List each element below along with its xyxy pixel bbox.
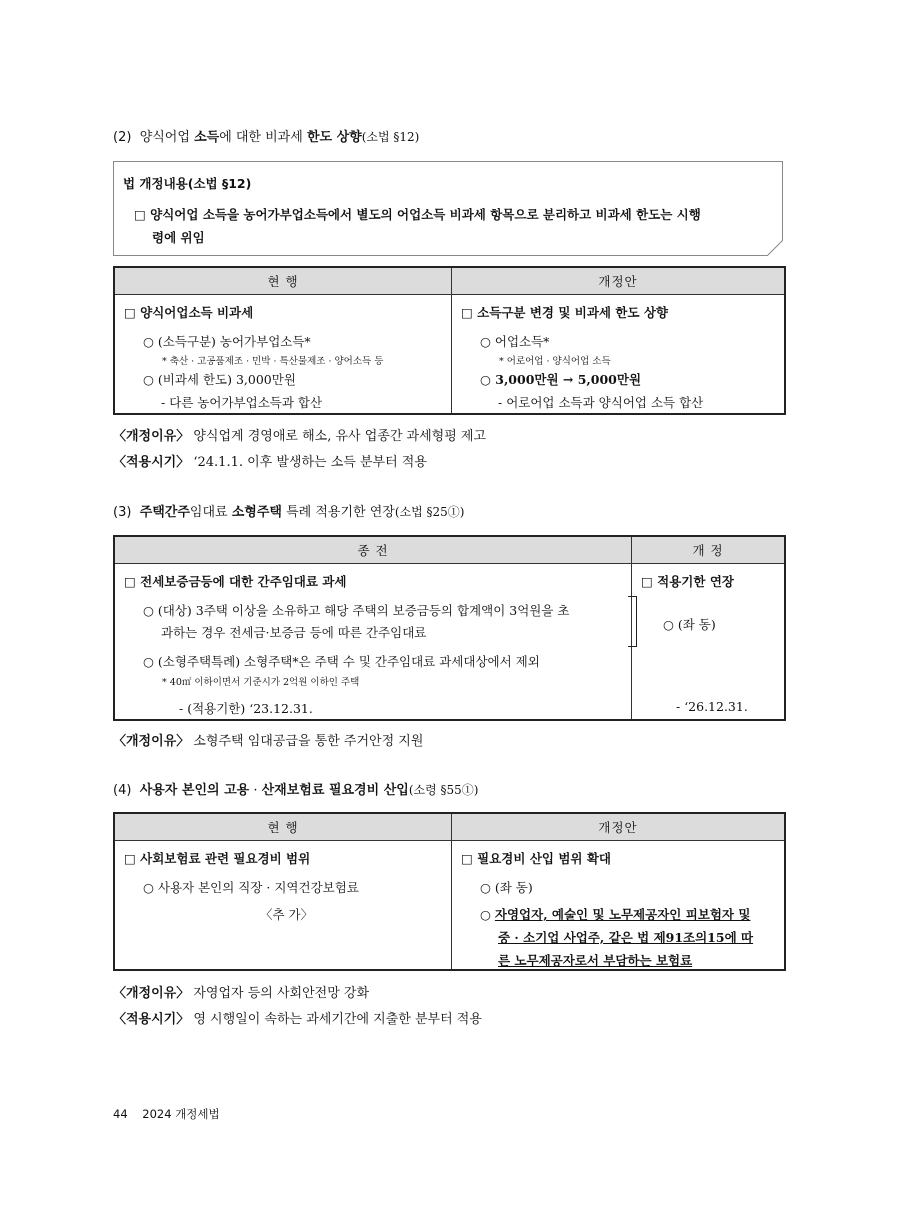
reason-label: 〈개정이유〉	[113, 734, 190, 749]
footnote: * 어로어업 · 양식어업 소득	[499, 356, 611, 367]
footnote: * 축산 · 고공품제조 · 민박 · 특산물제조 · 양어소득 등	[162, 356, 384, 367]
item-line	[480, 905, 750, 923]
law-reference: (소법 §12)	[361, 130, 420, 144]
reason-label: 〈개정이유〉	[113, 429, 190, 444]
heading-text: ·	[249, 783, 262, 798]
added-text: 자영업자, 예술인 및 노무제공자인 피보험자 및	[494, 907, 751, 922]
section-number: (3)	[113, 505, 132, 520]
heading-emph: 산재보험료 필요경비 산입	[261, 783, 409, 798]
item-line: - 어로어업 소득과 양식어업 소득 합산	[498, 395, 704, 410]
heading-emph: 소득	[194, 130, 220, 145]
apply-text: ‘24.1.1. 이후 발생하는 소득 분부터 적용	[189, 455, 427, 470]
bracket	[628, 596, 637, 647]
column-header-previous: 종 전	[114, 536, 632, 564]
revised-cell	[452, 841, 786, 971]
footnote: * 40㎡ 이하이면서 기준시가 2억원 이하인 주택	[162, 677, 360, 688]
heading-text: 임대료	[189, 505, 232, 520]
item-line: - 다른 농어가부업소득과 합산	[161, 395, 323, 410]
revised-cell	[452, 295, 786, 415]
revised-cell	[632, 564, 786, 721]
effective-date	[113, 1008, 482, 1027]
heading-emph: 고용	[224, 783, 250, 798]
box-line: 령에 위임	[152, 230, 205, 245]
item-line: 과하는 경우 전세금·보증금 등에 따른 간주임대료	[161, 625, 427, 640]
page-footer	[113, 1106, 220, 1122]
box-line: □ 양식어업 소득을 농어가부업소득에서 별도의 어업소득 비과세 항목으로 분리하고 비과세 한도는 시행	[134, 207, 701, 222]
item-line: ○ (대상) 3주택 이상을 소유하고 해당 주택의 보증금등의 합계액이 3억원을 초	[143, 603, 570, 618]
item-line: ○ (비과세 한도) 3,000만원	[143, 372, 296, 387]
previous-cell	[114, 564, 632, 721]
page-fold-icon	[767, 240, 783, 256]
effective-date	[113, 451, 427, 470]
item-line: ○ (좌 동)	[480, 880, 533, 895]
column-header-current: 현 행	[114, 267, 452, 295]
item-line: ○ (좌 동)	[663, 617, 716, 632]
document-title: 2024 개정세법	[142, 1107, 220, 1121]
item-line: ○ 3,000만원 → 5,000만원	[480, 372, 642, 387]
apply-label: 〈적용시기〉	[113, 1012, 190, 1027]
column-header-revised: 개정안	[452, 267, 786, 295]
added-text: 중 · 소기업 사업주, 같은 법 제91조의15에 따	[498, 930, 754, 945]
item-heading: □ 양식어업소득 비과세	[124, 305, 254, 320]
section-number: (4)	[113, 783, 132, 798]
item-line: ○ (소형주택특례) 소형주택*은 주택 수 및 간주임대료 과세대상에서 제외	[143, 654, 540, 669]
box-title: 법 개정내용(소법 §12)	[123, 176, 252, 191]
revision-reason	[113, 730, 423, 749]
bullet: ○	[480, 907, 495, 922]
added-text: 른 노무제공자로서 부담하는 보험료	[498, 953, 693, 968]
revision-reason	[113, 982, 369, 1001]
reason-text: 소형주택 임대공급을 통한 주거안정 지원	[189, 734, 424, 749]
law-amendment-box	[113, 161, 783, 256]
apply-text: 영 시행일이 속하는 과세기간에 지출한 분부터 적용	[189, 1012, 482, 1027]
reason-text: 양식업계 경영애로 해소, 유사 업종간 과세형평 제고	[189, 429, 487, 444]
section-4-heading	[113, 779, 478, 798]
heading-emph: 소형주택	[231, 505, 282, 520]
item-heading: □ 필요경비 산입 범위 확대	[461, 851, 611, 866]
heading-text: 특례 적용기한 연장	[281, 505, 395, 520]
item-heading: □ 사회보험료 관련 필요경비 범위	[124, 851, 311, 866]
item-line: ○ 사용자 본인의 직장 · 지역건강보험료	[143, 880, 359, 895]
item-line: ○ 어업소득*	[480, 334, 550, 349]
law-reference: (소법 §25①)	[394, 505, 465, 519]
reason-label: 〈개정이유〉	[113, 986, 190, 1001]
column-header-current: 현 행	[114, 813, 452, 841]
law-reference: (소령 §55①)	[408, 783, 479, 797]
revision-reason	[113, 425, 486, 444]
item-heading: □ 소득구분 변경 및 비과세 한도 상향	[461, 305, 668, 320]
heading-text: 양식어업	[139, 130, 195, 145]
comparison-table-2	[113, 266, 786, 415]
item-heading: □ 전세보증금등에 대한 간주임대료 과세	[124, 574, 347, 589]
item-line: - (적용기한) ‘23.12.31.	[179, 701, 313, 716]
comparison-table-4	[113, 812, 786, 971]
section-3-heading	[113, 501, 464, 520]
item-line: ○ (소득구분) 농어가부업소득*	[143, 334, 311, 349]
current-cell	[114, 841, 452, 971]
item-heading: □ 적용기한 연장	[641, 574, 734, 589]
column-header-revised: 개정안	[452, 813, 786, 841]
current-cell	[114, 295, 452, 415]
column-header-revised: 개 정	[632, 536, 786, 564]
section-2-heading	[113, 126, 419, 145]
heading-text: 에 대한 비과세	[219, 130, 307, 145]
apply-label: 〈적용시기〉	[113, 455, 190, 470]
page-number: 44	[113, 1107, 128, 1121]
heading-emph: 주택간주	[139, 505, 190, 520]
section-number: (2)	[113, 130, 132, 145]
heading-emph: 사용자 본인의	[139, 783, 225, 798]
item-line: 〈추 가〉	[260, 907, 314, 922]
item-line: - ‘26.12.31.	[676, 699, 748, 714]
comparison-table-3	[113, 535, 786, 721]
reason-text: 자영업자 등의 사회안전망 강화	[189, 986, 370, 1001]
heading-emph: 한도 상향	[306, 130, 362, 145]
